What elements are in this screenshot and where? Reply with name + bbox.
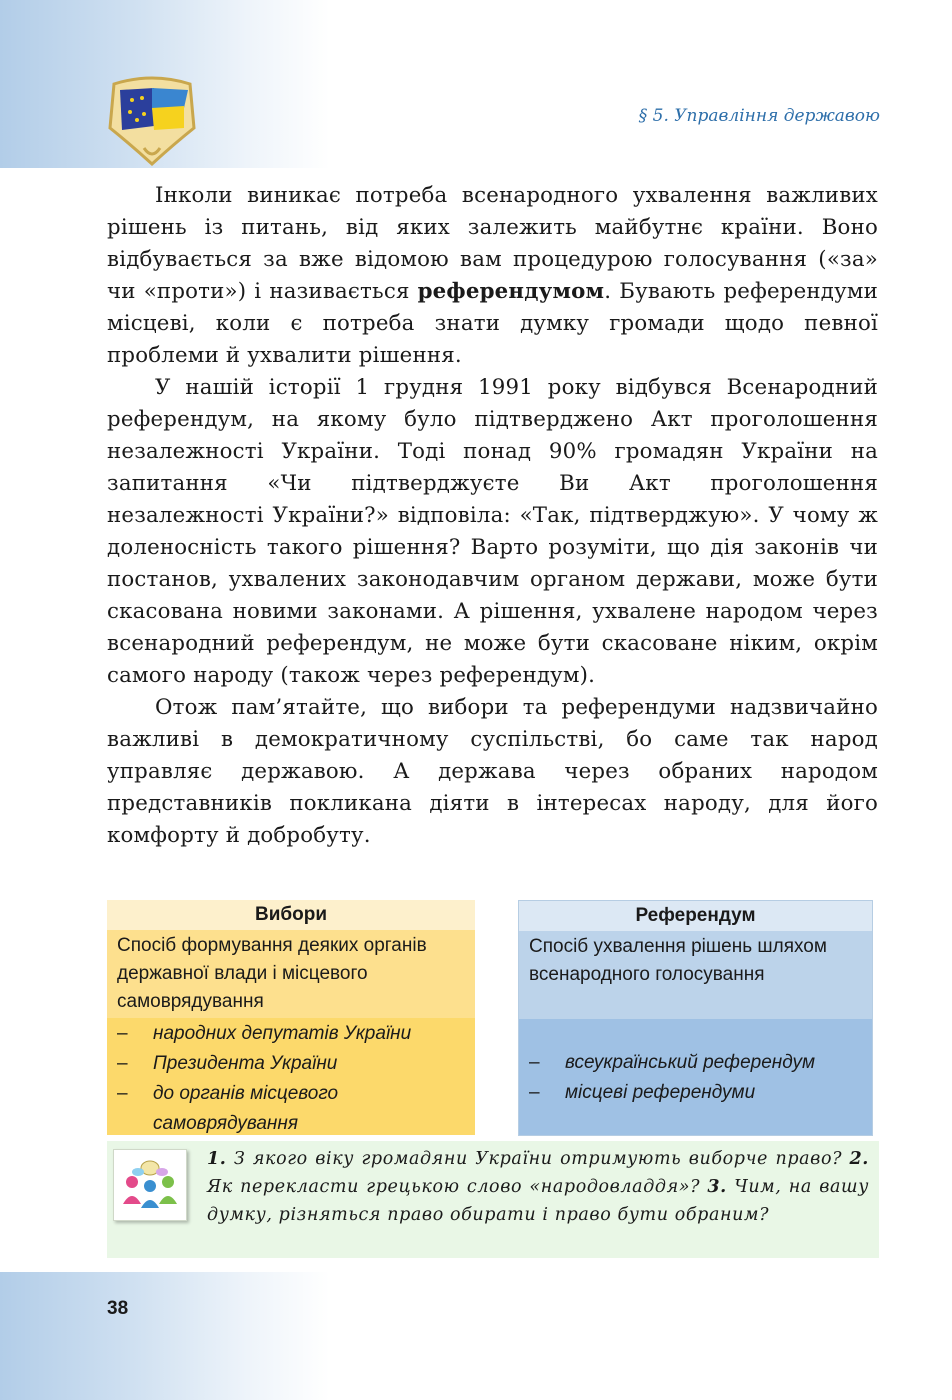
referendum-header: Референдум	[519, 901, 872, 931]
question-2: Як перекласти грецькою слово «народовладдя»?	[207, 1177, 701, 1197]
questions-text: 1. З якого віку громадяни України отримують виборче право? 2. Як перекласти грецькою слово «народовладдя»? 3. Чим, на вашу думку, різняться право обирати і право бути обраним?	[207, 1149, 869, 1225]
referendum-definition: Спосіб ухвалення рішень шляхом всенародного голосування	[519, 931, 872, 1019]
discussion-people-icon	[113, 1149, 187, 1221]
list-item: – до органів місцевого самоврядування	[117, 1083, 339, 1134]
page-number: 38	[107, 1298, 129, 1319]
elections-column	[107, 900, 475, 1135]
list-item: – місцеві референдуми	[529, 1082, 756, 1103]
paragraph-2: У нашій історії 1 грудня 1991 року відбувся Всенародний референдум, на якому було підтверджено Акт проголошення незалежності України. Тоді понад 90% громадян України на запитання «Чи підтверджуєте Ви Акт проголошення незалежності України?» відповіла: «Так, підтверджую». У чому ж доленосність такого рішення? Варто розуміти, що дія законів чи постанов, ухвалених законодавчим органом держави, може бути скасована новими законами. А рішення, ухвалене народом через всенародний референдум, не може бути скасоване ніким, окрім самого народу (також через референдум).	[107, 375, 878, 688]
questions-box	[107, 1141, 879, 1258]
list-item: – Президента України	[117, 1053, 338, 1074]
paragraph-3: Отож пам’ятайте, що вибори та референдуми надзвичайно важливі в демократичному суспільстві, бо саме так народ управляє державою. А держава через обраних народом представників покликана діяти в інтересах народу, для його комфорту й добробуту.	[107, 695, 878, 848]
section-title: § 5. Управління державою	[638, 106, 880, 126]
referendum-column	[518, 900, 873, 1136]
elections-definition: Спосіб формування деяких органів державної влади і місцевого самоврядування	[107, 930, 475, 1018]
term-referendum: референдумом	[417, 279, 605, 304]
eu-ukraine-puzzle-emblem-icon	[104, 70, 200, 166]
question-1: З якого віку громадяни України отримують виборче право?	[233, 1149, 843, 1169]
list-item: – всеукраїнський референдум	[529, 1052, 816, 1073]
elections-header: Вибори	[107, 900, 475, 930]
main-text	[107, 180, 878, 852]
list-item: – народних депутатів України	[117, 1023, 412, 1044]
question-3: Чим, на вашу думку, різняться право обирати і право бути обраним?	[207, 1177, 869, 1225]
paragraph-1: Інколи виникає потреба всенародного ухвалення важливих рішень із питань, від яких залежить майбутнє країни. Воно відбувається за вже відомою вам процедурою голосування («за» чи «проти») і називається референдумом. Бувають референдуми місцеві, коли є потреба знати думку громади щодо певної проблеми й ухвалити рішення.	[107, 183, 878, 368]
footer-decoration	[0, 1272, 330, 1400]
elections-list	[107, 1018, 475, 1135]
referendum-list	[519, 1019, 872, 1135]
